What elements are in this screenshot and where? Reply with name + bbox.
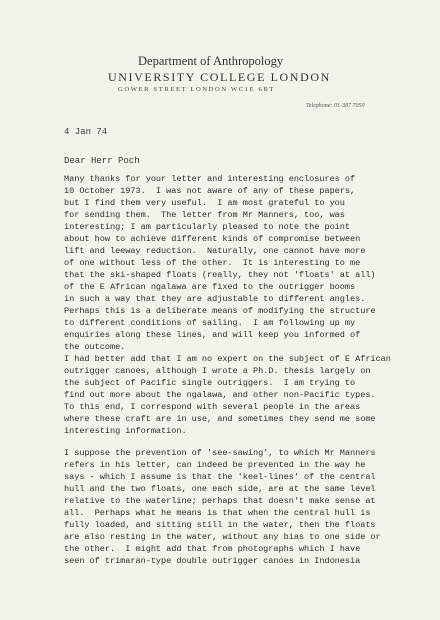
letter-date: 4 Jan 74 [64, 127, 108, 137]
text-line: fully loaded, and sitting still in the water, then the floats [64, 520, 376, 530]
text-line: the outcome. [64, 342, 126, 352]
text-line: I suppose the prevention of 'see-sawing', to which Mr Manners [64, 448, 376, 458]
letterhead-department: Department of Anthropology [138, 54, 284, 68]
text-line: all. Perhaps what he means is that when the central hull is [64, 508, 371, 518]
paragraph-1 [64, 173, 434, 353]
text-line: about how to achieve different kinds of compromise between [64, 234, 361, 244]
text-line: seen of trimaran-type double outrigger canoes in Indonesia [64, 556, 361, 566]
text-line: enquiries along these lines, and will keep you informed of [64, 330, 361, 340]
letterhead-university: UNIVERSITY COLLEGE LONDON [108, 70, 331, 84]
text-line: hull and the two floats, one each side, are at the same level [64, 484, 376, 494]
paragraph-gap [64, 437, 434, 447]
text-line: To this end, I correspond with several people in the areas [64, 402, 361, 412]
text-line: 10 October 1973. I was not aware of any of these papers, [64, 186, 356, 196]
text-line: refers in his letter, can indeed be prevented in the way he [64, 460, 366, 470]
text-line: relative to the waterline; perhaps that doesn't make sense at [64, 496, 376, 506]
text-line: the other. I might add that from photographs which I have [64, 544, 361, 554]
text-line: interesting; I am particularly pleased to note the point [64, 222, 350, 232]
letterhead-telephone: Telephone: 01-387 7050 [306, 103, 365, 109]
paragraph-2 [64, 353, 434, 437]
text-line: for sending them. The letter from Mr Manners, too, was [64, 210, 345, 220]
letterhead-address: GOWER STREET LONDON WC1E 6BT [118, 86, 276, 93]
text-line: Many thanks for your letter and interesting enclosures of [64, 174, 356, 184]
text-line: where these craft are in use, and sometimes they send me some [64, 414, 376, 424]
text-line: outrigger canoes, although I wrote a Ph.D. thesis largely on [64, 366, 371, 376]
letter-salutation: Dear Herr Poch [64, 156, 140, 166]
text-line: but I find them very useful. I am most grateful to you [64, 198, 345, 208]
text-line: Perhaps this is a deliberate means of modifying the structure [64, 306, 376, 316]
paragraph-3 [64, 447, 434, 567]
text-line: I had better add that I am no expert on the subject of E African [64, 354, 391, 364]
text-line: the subject of Pacific single outriggers. I am trying to [64, 378, 356, 388]
text-line: that the ski-shaped floats (really, they not 'floats' at all) [64, 270, 376, 280]
letter-body [64, 173, 434, 567]
text-line: find out more about the ngalawa, and other non-Pacific types. [64, 390, 376, 400]
text-line: of the E African ngalawa are fixed to the outrigger booms [64, 282, 356, 292]
text-line: lift and leeway reduction. Naturally, one cannot have more [64, 246, 366, 256]
text-line: interesting information. [64, 426, 187, 436]
text-line: to different conditions of sailing. I am following up my [64, 318, 356, 328]
text-line: are also resting in the water, without any bias to one side or [64, 532, 381, 542]
text-line: in such a way that they are adjustable to different angles. [64, 294, 366, 304]
text-line: says - which I assume is that the 'keel-lines' of the central [64, 472, 376, 482]
text-line: of one without less of the other. It is interesting to me [64, 258, 361, 268]
